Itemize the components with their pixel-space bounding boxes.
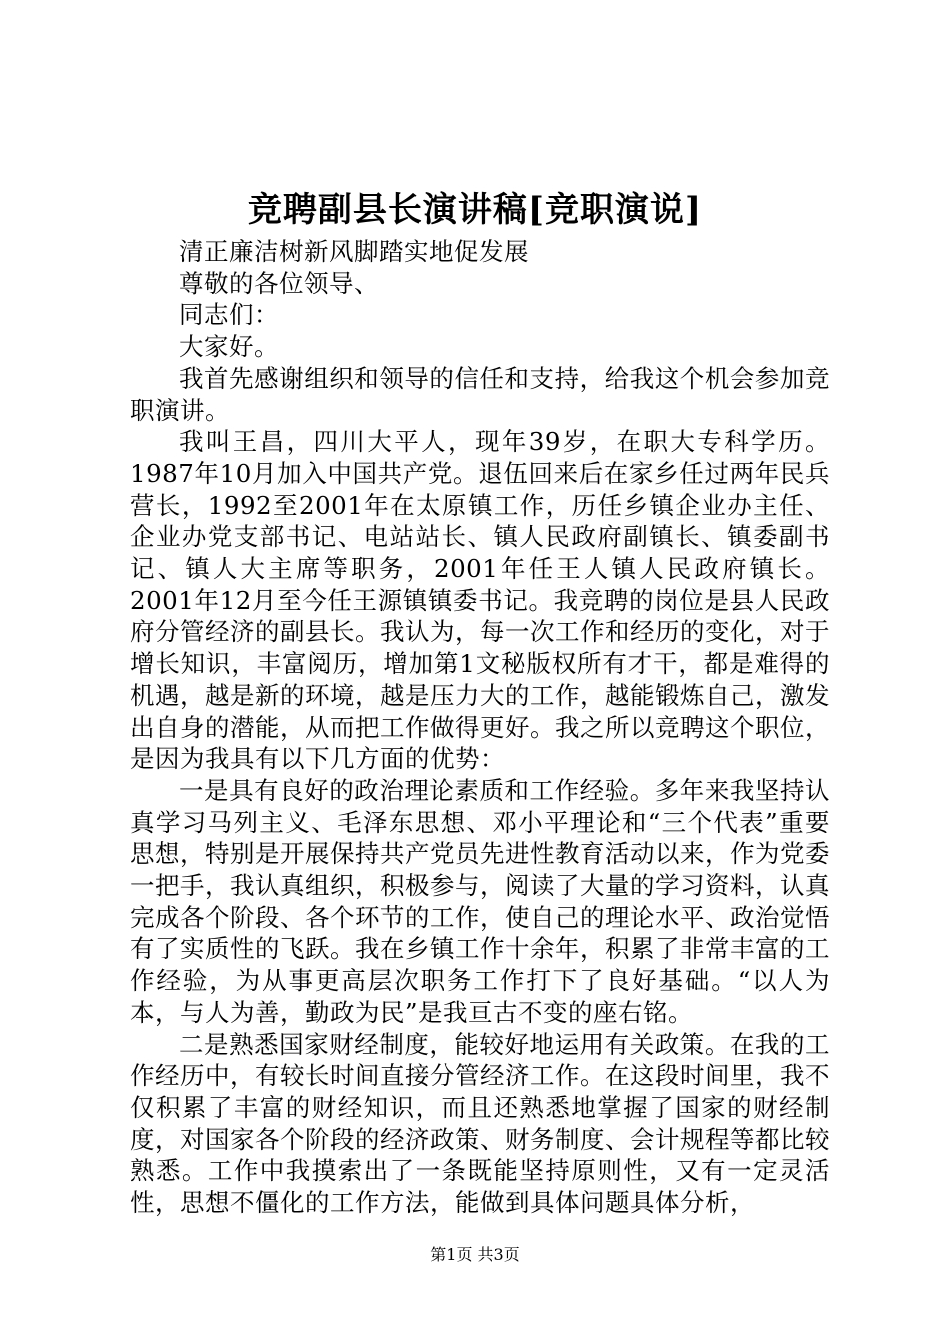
paragraph-advantage-2: 二是熟悉国家财经制度，能较好地运用有关政策。在我的工作经历中，有较长时间直接分管经济工作。在这段时间里，我不仅积累了丰富的财经知识，而且还熟悉地掌握了国家的财经制度，对国家各个阶段的经济政策、财务制度、会计规程等都比较熟悉。工作中我摸索出了一条既能坚持原则性，又有一定灵活性，思想不僵化的工作方法，能做到具体问题具体分析， — [130, 1029, 830, 1218]
paragraph-introduction: 我叫王昌，四川大平人，现年39岁，在职大专科学历。1987年10月加入中国共产党。退伍回来后在家乡任过两年民兵营长，1992至2001年在太原镇工作，历任乡镇企业办主任、企业办党支部书记、电站站长、镇人民政府副镇长、镇委副书记、镇人大主席等职务，2001年任王人镇人民政府镇长。2001年12月至今任王源镇镇委书记。我竞聘的岗位是县人民政府分管经济的副县长。我认为，每一次工作和经历的变化，对于增长知识，丰富阅历，增加第1文秘版权所有才干，都是难得的机遇，越是新的环境，越是压力大的工作，越能锻炼自己，激发出自身的潜能，从而把工作做得更好。我之所以竞聘这个职位，是因为我具有以下几方面的优势： — [130, 427, 830, 774]
subtitle-line: 清正廉洁树新风脚踏实地促发展 — [179, 237, 529, 266]
greeting-line: 大家好。 — [179, 332, 279, 362]
salutation-line-2: 同志们： — [179, 300, 279, 330]
salutation-line-1: 尊敬的各位领导、 — [179, 268, 379, 298]
document-title: 竞聘副县长演讲稿[竞职演说] — [247, 190, 703, 230]
page-footer: 第1页 共3页 — [430, 1245, 520, 1264]
paragraph-thanks: 我首先感谢组织和领导的信任和支持，给我这个机会参加竞职演讲。 — [130, 363, 830, 425]
paragraph-advantage-1: 一是具有良好的政治理论素质和工作经验。多年来我坚持认真学习马列主义、毛泽东思想、邓小平理论和“三个代表”重要思想，特别是开展保持共产党员先进性教育活动以来，作为党委一把手，我认真组织，积极参与，阅读了大量的学习资料，认真完成各个阶段、各个环节的工作，使自己的理论水平、政治觉悟有了实质性的飞跃。我在乡镇工作十余年，积累了非常丰富的工作经验，为从事更高层次职务工作打下了良好基础。“以人为本，与人为善，勤政为民”是我亘古不变的座右铭。 — [130, 775, 830, 1027]
document-body — [130, 236, 830, 1219]
